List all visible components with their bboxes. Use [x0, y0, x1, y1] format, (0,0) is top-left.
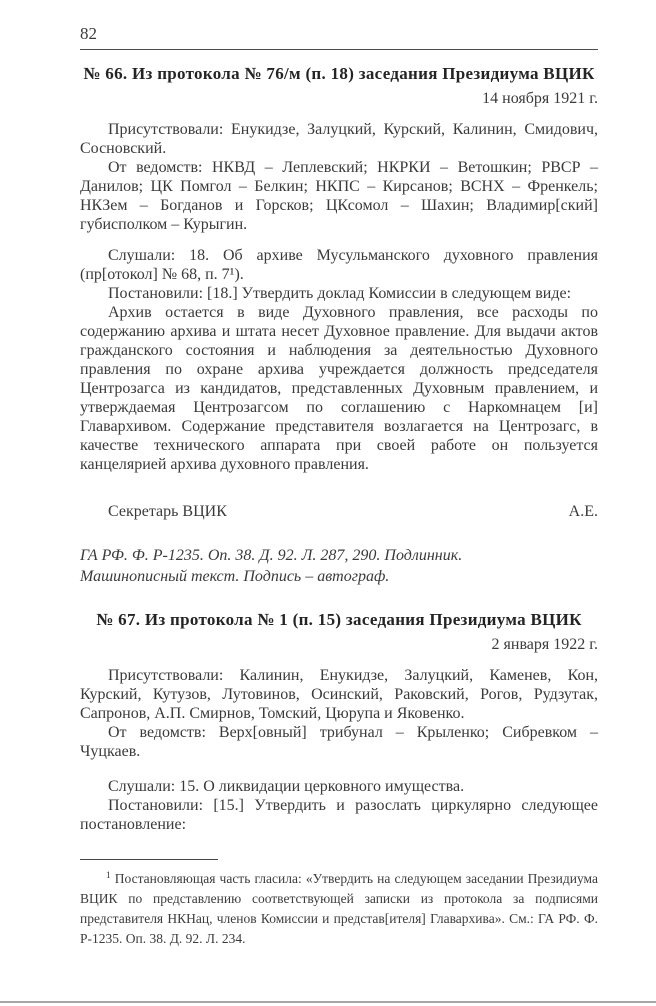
signature-title: Секретарь ВЦИК — [108, 503, 227, 520]
paragraph-departments: От ведомств: НКВД – Леплевский; НКРКИ – Ветошкин; РВСР – Данилов; ЦК Помгол – Белкин; НКПС – Кирсанов; ВСНХ – Френкель; НКЗем – Богданов и Горсков; ЦКсомол – Шахин; Владимир[ский] губисполком – Курыгин. — [80, 159, 598, 233]
entry-date: 2 января 1922 г. — [491, 636, 598, 653]
protocol-entry-66 — [80, 63, 598, 587]
paragraph-resolved: Постановили: [15.] Утвердить и разослать циркулярно следующее постановление: — [80, 797, 598, 833]
signature-initials: А.Е. — [568, 503, 598, 520]
paragraph-departments: От ведомств: Верх[овный] трибунал – Крыленко; Сибревком – Чуцкаев. — [80, 724, 598, 760]
source-reference-line1: ГА РФ. Ф. Р-1235. Оп. 38. Д. 92. Л. 287, 290. Подлинник. — [80, 547, 463, 564]
footnote-marker: 1 — [106, 870, 111, 881]
entry-date: 14 ноября 1921 г. — [482, 90, 598, 107]
page-number: 82 — [80, 24, 97, 43]
paragraph-heard: Слушали: 18. Об архиве Мусульманского духовного правления (пр[отокол] № 68, п. 7¹). — [80, 247, 598, 283]
book-page — [80, 24, 598, 949]
page-edge-line — [0, 1001, 656, 1003]
entry-heading: № 66. Из протокола № 76/м (п. 18) заседания Президиума ВЦИК — [83, 64, 595, 83]
paragraph-resolved: Постановили: [18.] Утвердить доклад Комиссии в следующем виде: — [108, 285, 572, 302]
footnote-separator — [80, 859, 218, 860]
signature-row — [80, 502, 598, 521]
header-rule — [80, 49, 598, 50]
protocol-entry-67 — [80, 609, 598, 834]
paragraph-present: Присутствовали: Енукидзе, Залуцкий, Курский, Калинин, Смидович, Сосновский. — [80, 121, 598, 157]
paragraph-heard: Слушали: 15. О ликвидации церковного имущества. — [108, 778, 465, 795]
footnote-block — [80, 859, 598, 949]
source-reference-line2: Машинописный текст. Подпись – автограф. — [80, 568, 390, 585]
paragraph-resolution-body: Архив остается в виде Духовного правления, все расходы по содержанию архива и штата несет Духовное правление. Для выдачи актов гражданского состояния и наблюдения за деятельностью Духовного правления по охране архива учреждается должность председателя Центрозагса из кандидатов, представленных Духовным правлением, и утверждаемая Центрозагсом по соглашению с Наркомнацем [и] Главархивом. Содержание представителя возлагается на Центрозагс, в качестве технического аппарата при своей работе он пользуется канцелярией архива духовного правления. — [80, 304, 598, 473]
footnote — [80, 869, 598, 949]
paragraph-present: Присутствовали: Калинин, Енукидзе, Залуцкий, Каменев, Кон, Курский, Кутузов, Лутовинов, Осинский, Раковский, Рогов, Рудзутак, Сапронов, А.П. Смирнов, Томский, Цюрупа и Яковенко. — [80, 667, 598, 722]
footnote-text: Постановляющая часть гласила: «Утвердить на следующем заседании Президиума ВЦИК по представлению соответствующей записки из протокола за подписями представителя НКНац, членов Комиссии и представ[ителя] Главархива». См.: ГА РФ. Ф. Р-1235. Оп. 38. Д. 92. Л. 234. — [80, 871, 598, 946]
entry-heading: № 67. Из протокола № 1 (п. 15) заседания Президиума ВЦИК — [96, 610, 582, 629]
source-reference — [80, 545, 598, 587]
